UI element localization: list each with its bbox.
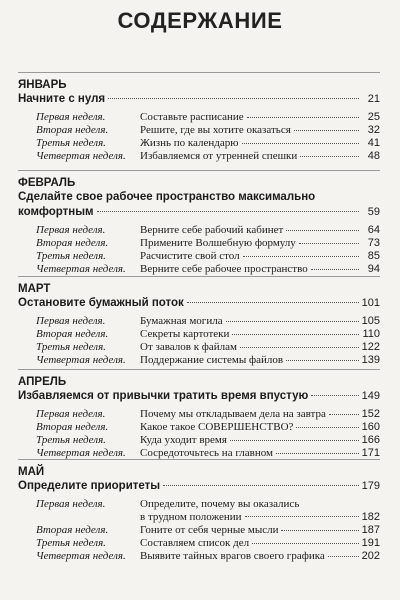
week-label: Четвертая неделя. <box>36 150 126 162</box>
week-entry[interactable] <box>18 408 380 421</box>
week-entry[interactable] <box>18 237 380 250</box>
page-number: 122 <box>361 341 380 353</box>
page-number: 25 <box>367 111 380 123</box>
dot-leader <box>230 439 359 441</box>
week-label: Четвертая неделя. <box>36 354 126 366</box>
week-label: Четвертая неделя. <box>36 447 126 459</box>
page-number: 73 <box>367 237 380 249</box>
page-number: 101 <box>361 297 380 309</box>
page-number: 182 <box>361 511 380 523</box>
week-title: Выявите тайных врагов своего графика <box>140 550 325 562</box>
dot-leader <box>232 333 359 335</box>
dot-leader <box>286 359 359 361</box>
page-number: 152 <box>361 408 380 420</box>
week-title: Жизнь по календарю <box>140 137 239 149</box>
week-label: Четвертая неделя. <box>36 550 126 562</box>
page-number: 166 <box>361 434 380 446</box>
page-number: 149 <box>361 390 380 402</box>
page-number: 191 <box>361 537 380 549</box>
dot-leader <box>242 142 360 144</box>
week-entry[interactable] <box>18 315 380 328</box>
month-name: АПРЕЛЬ <box>18 376 67 388</box>
dot-leader <box>252 542 359 544</box>
week-title: Верните себе рабочий кабинет <box>140 224 284 236</box>
page-number: 187 <box>361 524 380 536</box>
dot-leader <box>245 515 359 517</box>
week-entry[interactable] <box>18 150 380 163</box>
week-entry[interactable] <box>18 537 380 550</box>
dot-leader <box>240 346 359 348</box>
week-label: Вторая неделя. <box>36 124 109 136</box>
dot-leader <box>163 484 359 486</box>
section-divider <box>18 369 380 370</box>
week-title: в трудном положении <box>140 511 242 523</box>
page-number: 94 <box>367 263 380 275</box>
toc-section-march <box>18 282 380 367</box>
week-label: Третья неделя. <box>36 250 106 262</box>
week-label: Вторая неделя. <box>36 237 109 249</box>
dot-leader <box>108 97 359 99</box>
dot-leader <box>226 320 359 322</box>
week-title: Гоните от себя черные мысли <box>140 524 279 536</box>
month-name: МАРТ <box>18 283 51 295</box>
week-label: Вторая неделя. <box>36 328 109 340</box>
page-number: 179 <box>361 480 380 492</box>
week-label: Первая неделя. <box>36 224 106 236</box>
month-name: ЯНВАРЬ <box>18 79 67 91</box>
week-title: От завалов к файлам <box>140 341 238 353</box>
week-title: Куда уходит время <box>140 434 227 446</box>
week-title: Избавляемся от утренней спешки <box>140 150 298 162</box>
page-number: 64 <box>367 224 380 236</box>
section-divider <box>18 276 380 277</box>
week-label: Третья неделя. <box>36 137 106 149</box>
week-label: Вторая неделя. <box>36 524 109 536</box>
section-divider <box>18 170 380 171</box>
page-number: 139 <box>361 354 380 366</box>
week-entry[interactable] <box>18 111 380 124</box>
week-entry[interactable] <box>18 124 380 137</box>
dot-leader <box>276 452 359 454</box>
week-entry[interactable] <box>18 137 380 150</box>
dot-leader <box>286 229 359 231</box>
chapter-entry[interactable] <box>18 92 380 107</box>
section-divider <box>18 72 380 73</box>
week-label: Первая неделя. <box>36 315 106 327</box>
week-title: Бумажная могила <box>140 315 223 327</box>
chapter-entry[interactable] <box>18 205 380 220</box>
week-entry[interactable] <box>18 434 380 447</box>
dot-leader <box>329 413 359 415</box>
week-entry[interactable] <box>18 498 380 511</box>
week-label: Первая неделя. <box>36 498 106 510</box>
week-entry[interactable] <box>18 524 380 537</box>
page-title: СОДЕРЖАНИЕ <box>117 8 283 33</box>
chapter-title: Начните с нуля <box>18 93 106 105</box>
toc-section-may <box>18 465 380 563</box>
week-entry[interactable] <box>18 421 380 434</box>
page-number: 85 <box>367 250 380 262</box>
toc-section-february <box>18 176 380 276</box>
week-label: Вторая неделя. <box>36 421 109 433</box>
week-title: Какое такое СОВЕРШЕНСТВО? <box>140 421 294 433</box>
dot-leader <box>97 210 359 212</box>
chapter-title: Остановите бумажный поток <box>18 297 184 309</box>
toc-section-january <box>18 78 380 163</box>
week-title: Секреты картотеки <box>140 328 230 340</box>
week-label: Первая неделя. <box>36 408 106 420</box>
chapter-entry[interactable] <box>18 389 380 404</box>
week-title: Верните себе рабочее пространство <box>140 263 308 275</box>
dot-leader <box>311 268 359 270</box>
dot-leader <box>311 394 358 396</box>
chapter-title: Избавляемся от привычки тратить время впустую <box>18 390 309 402</box>
week-label: Четвертая неделя. <box>36 263 126 275</box>
page-number: 171 <box>361 447 380 459</box>
week-title: Сосредоточьтесь на главном <box>140 447 273 459</box>
chapter-entry[interactable] <box>18 296 380 311</box>
week-title: Составляем список дел <box>140 537 250 549</box>
section-divider <box>18 459 380 460</box>
week-title: Определите, почему вы оказались <box>140 498 300 510</box>
week-entry[interactable] <box>18 263 380 276</box>
page-number: 202 <box>361 550 380 562</box>
page-number: 41 <box>367 137 380 149</box>
week-title: Примените Волшебную формулу <box>140 237 296 249</box>
page-number: 59 <box>367 206 380 218</box>
month-name: ФЕВРАЛЬ <box>18 177 76 189</box>
month-name: МАЙ <box>18 466 45 478</box>
dot-leader <box>300 155 359 157</box>
page-number: 105 <box>361 315 380 327</box>
week-label: Третья неделя. <box>36 434 106 446</box>
dot-leader <box>299 242 359 244</box>
week-title: Решите, где вы хотите оказаться <box>140 124 291 136</box>
page-number: 48 <box>367 150 380 162</box>
page-number: 32 <box>367 124 380 136</box>
week-entry[interactable] <box>18 550 380 563</box>
week-entry[interactable] <box>18 341 380 354</box>
dot-leader <box>243 255 359 257</box>
dot-leader <box>328 555 359 557</box>
dot-leader <box>294 129 359 131</box>
week-title: Почему мы откладываем дела на завтра <box>140 408 326 420</box>
week-entry[interactable] <box>18 354 380 367</box>
dot-leader <box>187 301 359 303</box>
week-title: Расчистите свой стол <box>140 250 240 262</box>
page-number: 110 <box>362 328 380 340</box>
week-label: Третья неделя. <box>36 537 106 549</box>
chapter-title: Определите приоритеты <box>18 480 161 492</box>
chapter-entry[interactable] <box>18 479 380 494</box>
page-number: 160 <box>361 421 380 433</box>
week-entry[interactable] <box>18 328 380 341</box>
chapter-title-line: Сделайте свое рабочее пространство максимально <box>18 191 316 203</box>
week-title: Составьте расписание <box>140 111 244 123</box>
week-label: Первая неделя. <box>36 111 106 123</box>
week-entry[interactable] <box>18 224 380 237</box>
page-number: 21 <box>367 93 380 105</box>
dot-leader <box>247 116 359 118</box>
week-entry[interactable] <box>18 250 380 263</box>
dot-leader <box>296 426 358 428</box>
week-title: Поддержание системы файлов <box>140 354 284 366</box>
toc-section-april <box>18 375 380 460</box>
chapter-title: комфортным <box>18 206 94 218</box>
week-entry-continuation[interactable] <box>18 511 380 524</box>
week-label: Третья неделя. <box>36 341 106 353</box>
dot-leader <box>281 529 358 531</box>
